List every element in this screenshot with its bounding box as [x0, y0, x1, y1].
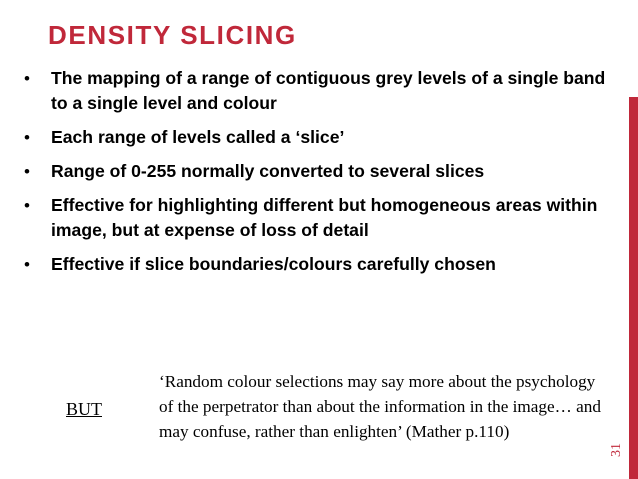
bullet-text: The mapping of a range of contiguous grey levels of a single band to a single level and colour	[51, 68, 606, 113]
accent-bar	[629, 97, 638, 479]
but-label: BUT	[66, 399, 102, 419]
bullet-text: Effective for highlighting different but homogeneous areas within image, but at expense of loss of detail	[51, 195, 598, 240]
bullet-text: Each range of levels called a ‘slice’	[51, 127, 345, 147]
bullet-item	[24, 66, 614, 116]
bullet-item	[24, 125, 614, 150]
bullet-icon: •	[24, 255, 30, 274]
bullet-item	[24, 159, 614, 184]
bullet-icon: •	[24, 128, 30, 147]
bullet-text: Range of 0-255 normally converted to several slices	[51, 161, 485, 181]
bullet-icon: •	[24, 162, 30, 181]
bullet-item	[24, 252, 614, 277]
page-number: 31	[609, 443, 624, 457]
bullet-list	[24, 66, 614, 286]
quote-text: ‘Random colour selections may say more about the psychology of the perpetrator than about the information in the image… and may confuse, rather than enlighten’ (Mather p.110)	[159, 372, 601, 441]
bullet-icon: •	[24, 69, 30, 88]
bullet-item	[24, 193, 614, 243]
bullet-icon: •	[24, 196, 30, 215]
bullet-text: Effective if slice boundaries/colours carefully chosen	[51, 254, 496, 274]
slide-title: DENSITY SLICING	[48, 20, 297, 50]
